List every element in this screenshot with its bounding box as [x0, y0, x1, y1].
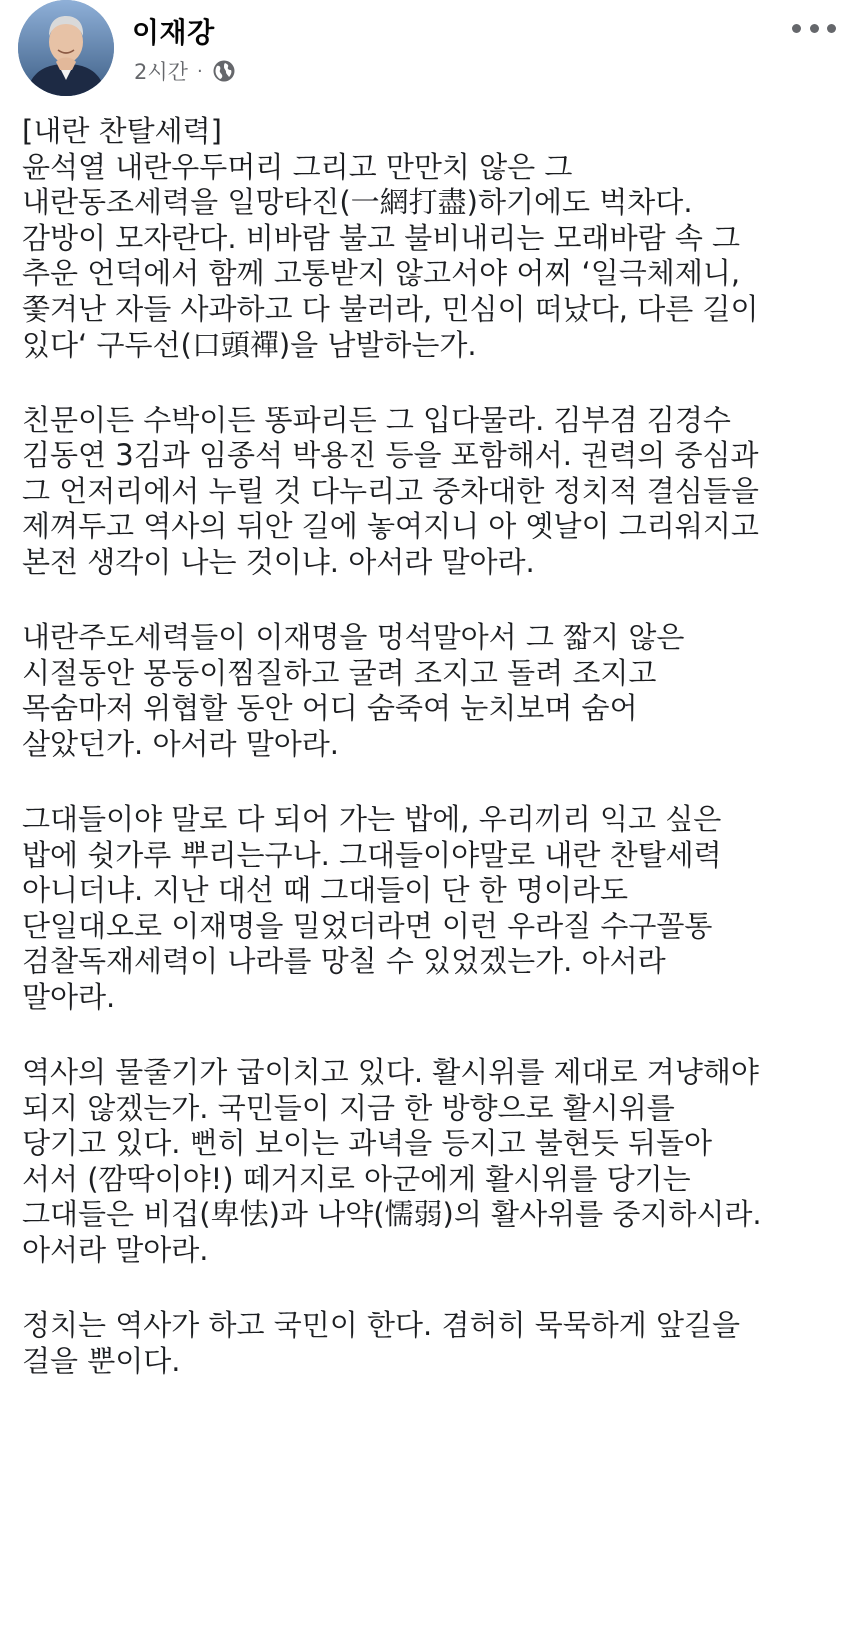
post-paragraph	[22, 1308, 834, 1379]
post-text-line: 그 언저리에서 누릴 것 다누리고 중차대한 정치적 결심들을	[22, 473, 759, 508]
post-text-line: 밥에 쉿가루 뿌리는구나. 그대들이야말로 내란 찬탈세력	[22, 837, 722, 872]
post-text-line: 아니더냐. 지난 대선 때 그대들이 단 한 명이라도	[22, 873, 629, 908]
post-text-line: 역사의 물줄기가 굽이치고 있다. 활시위를 제대로 겨냥해야	[22, 1055, 759, 1090]
more-options-icon[interactable]	[792, 20, 836, 36]
post-paragraph	[22, 403, 834, 581]
post-paragraph	[22, 1055, 834, 1269]
post-text-line: 시절동안 몽둥이찜질하고 굴려 조지고 돌려 조지고	[22, 655, 657, 690]
paragraph-gap	[22, 1269, 834, 1309]
post-header	[0, 0, 850, 100]
post-text-line: 단일대오로 이재명을 밀었더라면 이런 우라질 수구꼴통	[22, 908, 713, 943]
post-text-line: 되지 않겠는가. 국민들이 지금 한 방향으로 활시위를	[22, 1090, 675, 1125]
post-meta	[134, 56, 236, 86]
post-text-line: [내란 찬탈세력]	[22, 114, 222, 148]
paragraph-gap	[22, 581, 834, 621]
post-text-line: 말아라.	[22, 979, 116, 1014]
globe-icon	[212, 59, 236, 83]
post-text-line: 쫓겨난 자들 사과하고 다 불러라, 민심이 떠났다, 다른 길이	[22, 291, 759, 326]
paragraph-gap	[22, 763, 834, 803]
post-paragraph	[22, 802, 834, 1016]
author-name[interactable]: 이재강	[132, 16, 215, 49]
meta-separator: ·	[196, 60, 203, 82]
post-text-line: 그대들은 비겁(卑怯)과 나약(懦弱)의 활사위를 중지하시라.	[22, 1197, 762, 1232]
post-text-line: 친문이든 수박이든 똥파리든 그 입다물라. 김부겸 김경수	[22, 402, 731, 437]
post-text-line: 제껴두고 역사의 뒤안 길에 놓여지니 아 옛날이 그리워지고	[22, 509, 759, 544]
post-text-line: 당기고 있다. 뻔히 보이는 과녁을 등지고 불현듯 뒤돌아	[22, 1126, 713, 1161]
paragraph-gap	[22, 1016, 834, 1056]
post-text-line: 정치는 역사가 하고 국민이 한다. 겸허히 묵묵하게 앞길을	[22, 1308, 741, 1343]
post-body	[22, 114, 834, 1379]
post-text-line: 내란동조세력을 일망타진(一網打盡)하기에도 벅차다.	[22, 185, 693, 220]
post-paragraph	[22, 114, 834, 363]
post-text-line: 있다‘ 구두선(口頭禪)을 남발하는가.	[22, 327, 477, 362]
post-text-line: 윤석열 내란우두머리 그리고 만만치 않은 그	[22, 149, 573, 184]
post-text-line: 걸을 뿐이다.	[22, 1343, 181, 1378]
post-text-line: 김동연 3김과 임종석 박용진 등을 포함해서. 권력의 중심과	[22, 438, 759, 473]
post-text-line: 본전 생각이 나는 것이냐. 아서라 말아라.	[22, 545, 535, 580]
post-paragraph	[22, 620, 834, 762]
post-text-line: 내란주도세력들이 이재명을 멍석말아서 그 짧지 않은	[22, 620, 685, 655]
post-timestamp[interactable]: 2시간	[134, 60, 188, 84]
post-text-line: 서서 (깜딱이야!) 떼거지로 아군에게 활시위를 당기는	[22, 1161, 691, 1196]
post-text-line: 목숨마저 위협할 동안 어디 숨죽여 눈치보며 숨어	[22, 691, 638, 726]
avatar-photo	[18, 0, 114, 96]
post-text-line: 추운 언덕에서 함께 고통받지 않고서야 어찌 ‘일극체제니,	[22, 256, 741, 291]
post-text-line: 그대들이야 말로 다 되어 가는 밥에, 우리끼리 익고 싶은	[22, 802, 722, 836]
post-text-line: 아서라 말아라.	[22, 1233, 209, 1268]
post-text-line: 검찰독재세력이 나라를 망칠 수 있었겠는가. 아서라	[22, 944, 666, 979]
author-avatar[interactable]	[18, 0, 114, 96]
paragraph-gap	[22, 363, 834, 403]
post-text-line: 감방이 모자란다. 비바람 불고 불비내리는 모래바람 속 그	[22, 220, 741, 255]
post-text-line: 살았던가. 아서라 말아라.	[22, 726, 340, 761]
